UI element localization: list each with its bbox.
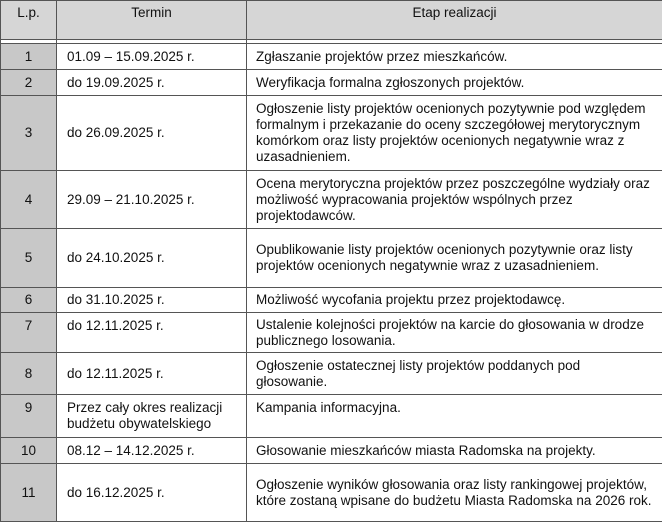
- table-row: [1, 229, 662, 288]
- row-stage: Kampania informacyjna.: [247, 395, 662, 438]
- row-term: 29.09 – 21.10.2025 r.: [57, 171, 247, 229]
- row-number: 5: [1, 229, 57, 288]
- table-row: [1, 96, 662, 171]
- table-row: [1, 171, 662, 229]
- header-term: Termin: [57, 1, 247, 40]
- table-row: [1, 313, 662, 353]
- row-term: Przez cały okres realizacji budżetu obywatelskiego: [57, 395, 247, 438]
- row-number: 11: [1, 464, 57, 522]
- row-number: 9: [1, 395, 57, 438]
- header-row: [1, 1, 662, 40]
- row-stage: Ogłoszenie ostatecznej listy projektów poddanych pod głosowanie.: [247, 353, 662, 395]
- table-row: [1, 438, 662, 464]
- row-term: do 26.09.2025 r.: [57, 96, 247, 171]
- row-stage: Głosowanie mieszkańców miasta Radomska na projekty.: [247, 438, 662, 464]
- table-row: [1, 70, 662, 96]
- row-number: 3: [1, 96, 57, 171]
- row-term: do 12.11.2025 r.: [57, 353, 247, 395]
- row-number: 4: [1, 171, 57, 229]
- row-number: 10: [1, 438, 57, 464]
- row-stage: Ustalenie kolejności projektów na karcie do głosowania w drodze publicznego losowania.: [247, 313, 662, 353]
- row-stage: Zgłaszanie projektów przez mieszkańców.: [247, 44, 662, 70]
- row-number: 7: [1, 313, 57, 353]
- table-row: [1, 395, 662, 438]
- row-number: 8: [1, 353, 57, 395]
- row-number: 2: [1, 70, 57, 96]
- table-row: [1, 288, 662, 313]
- row-stage: Opublikowanie listy projektów ocenionych pozytywnie oraz listy projektów ocenionych negatywnie wraz z uzasadnieniem.: [247, 229, 662, 288]
- row-stage: Weryfikacja formalna zgłoszonych projektów.: [247, 70, 662, 96]
- table-row: [1, 464, 662, 522]
- row-term: 01.09 – 15.09.2025 r.: [57, 44, 247, 70]
- table-row: [1, 44, 662, 70]
- row-stage: Ocena merytoryczna projektów przez poszczególne wydziały oraz możliwość wypracowania projektów wspólnych przez projektodawców.: [247, 171, 662, 229]
- row-term: do 24.10.2025 r.: [57, 229, 247, 288]
- header-number: L.p.: [1, 1, 57, 40]
- row-term: 08.12 – 14.12.2025 r.: [57, 438, 247, 464]
- row-stage: Możliwość wycofania projektu przez projektodawcę.: [247, 288, 662, 313]
- row-term: do 16.12.2025 r.: [57, 464, 247, 522]
- row-term: do 19.09.2025 r.: [57, 70, 247, 96]
- row-term: do 12.11.2025 r.: [57, 313, 247, 353]
- row-stage: Ogłoszenie listy projektów ocenionych pozytywnie pod względem formalnym i przekazanie do oceny szczegółowej merytorycznym komórkom oraz listy projektów ocenionych negatywnie wraz z uzasadnieniem.: [247, 96, 662, 171]
- row-stage: Ogłoszenie wyników głosowania oraz listy rankingowej projektów, które zostaną wpisane do budżetu Miasta Radomska na 2026 rok.: [247, 464, 662, 522]
- row-number: 1: [1, 44, 57, 70]
- row-number: 6: [1, 288, 57, 313]
- row-term: do 31.10.2025 r.: [57, 288, 247, 313]
- header-stage: Etap realizacji: [247, 1, 662, 40]
- table-row: [1, 353, 662, 395]
